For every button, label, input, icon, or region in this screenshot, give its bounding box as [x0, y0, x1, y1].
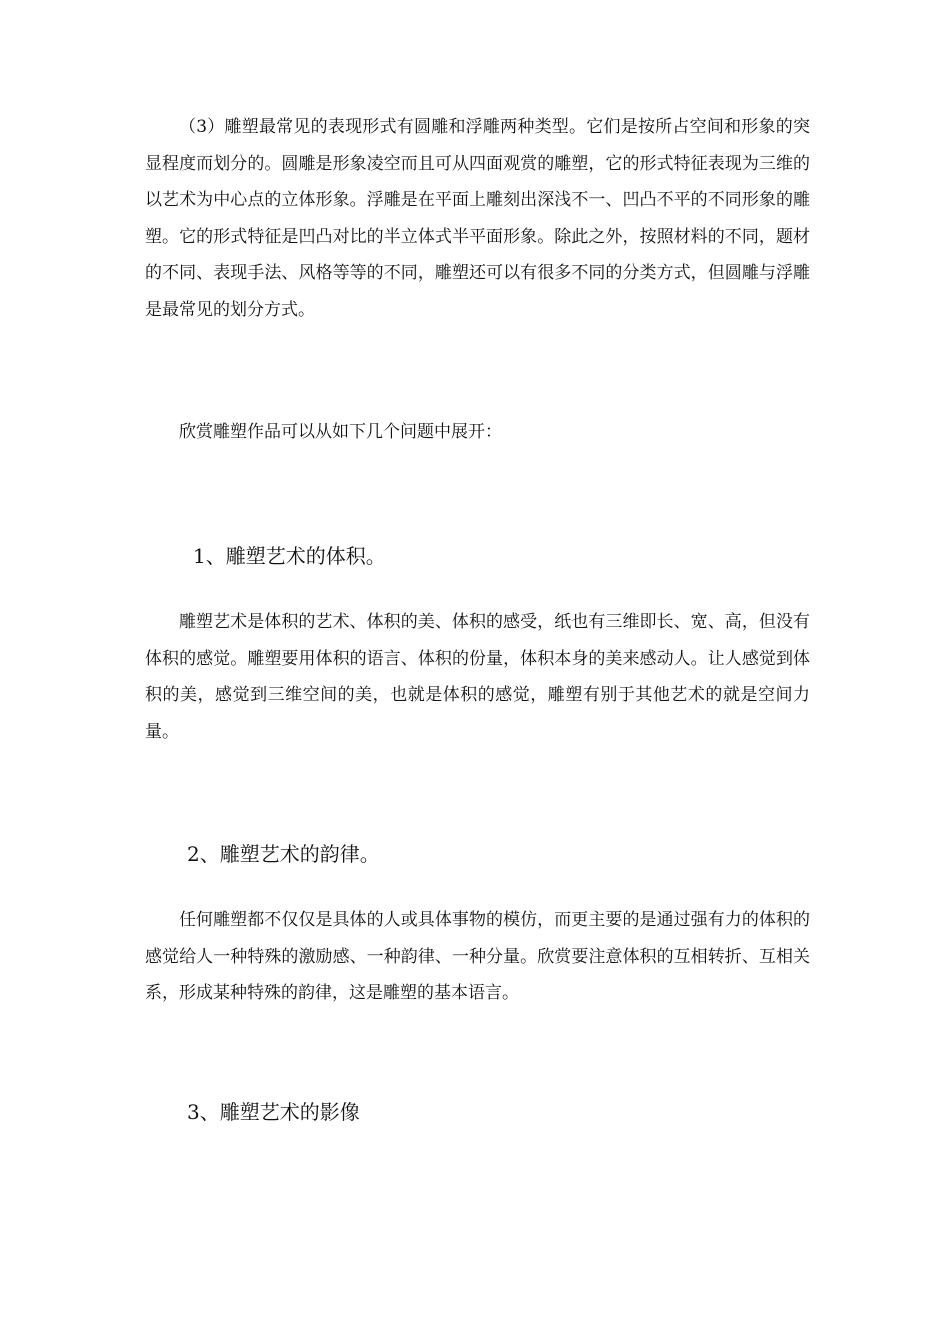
- intro-line: 欣赏雕塑作品可以从如下几个问题中展开：: [179, 422, 502, 442]
- section-heading-image: 3、雕塑艺术的影像: [187, 1100, 360, 1124]
- section-body-rhythm: 任何雕塑都不仅仅是具体的人或具体事物的模仿，而更主要的是通过强有力的体积的感觉给人一种特殊的激励感、一种韵律、一种分量。欣赏要注意体积的互相转折、互相关系，形成某种特殊的韵律，这是雕塑的基本语言。: [145, 910, 810, 1003]
- paragraph-sculpture-forms: （3）雕塑最常见的表现形式有圆雕和浮雕两种类型。它们是按所占空间和形象的突显程度而划分的。圆雕是形象凌空而且可从四面观赏的雕塑，它的形式特征表现为三维的以艺术为中心点的立体形象。浮雕是在平面上雕刻出深浅不一、凹凸不平的不同形象的雕塑。它的形式特征是凹凸对比的半立体式半平面形象。除此之外，按照材料的不同，题材的不同、表现手法、风格等等的不同，雕塑还可以有很多不同的分类方式，但圆雕与浮雕是最常见的划分方式。: [145, 117, 810, 320]
- section-heading-volume: 1、雕塑艺术的体积。: [193, 544, 386, 568]
- section-heading-rhythm: 2、雕塑艺术的韵律。: [187, 842, 380, 866]
- section-body-volume: 雕塑艺术是体积的艺术、体积的美、体积的感受，纸也有三维即长、宽、高，但没有体积的感觉。雕塑要用体积的语言、体积的份量，体积本身的美来感动人。让人感觉到体积的美，感觉到三维空间的美，也就是体积的感觉，雕塑有别于其他艺术的就是空间力量。: [145, 612, 810, 742]
